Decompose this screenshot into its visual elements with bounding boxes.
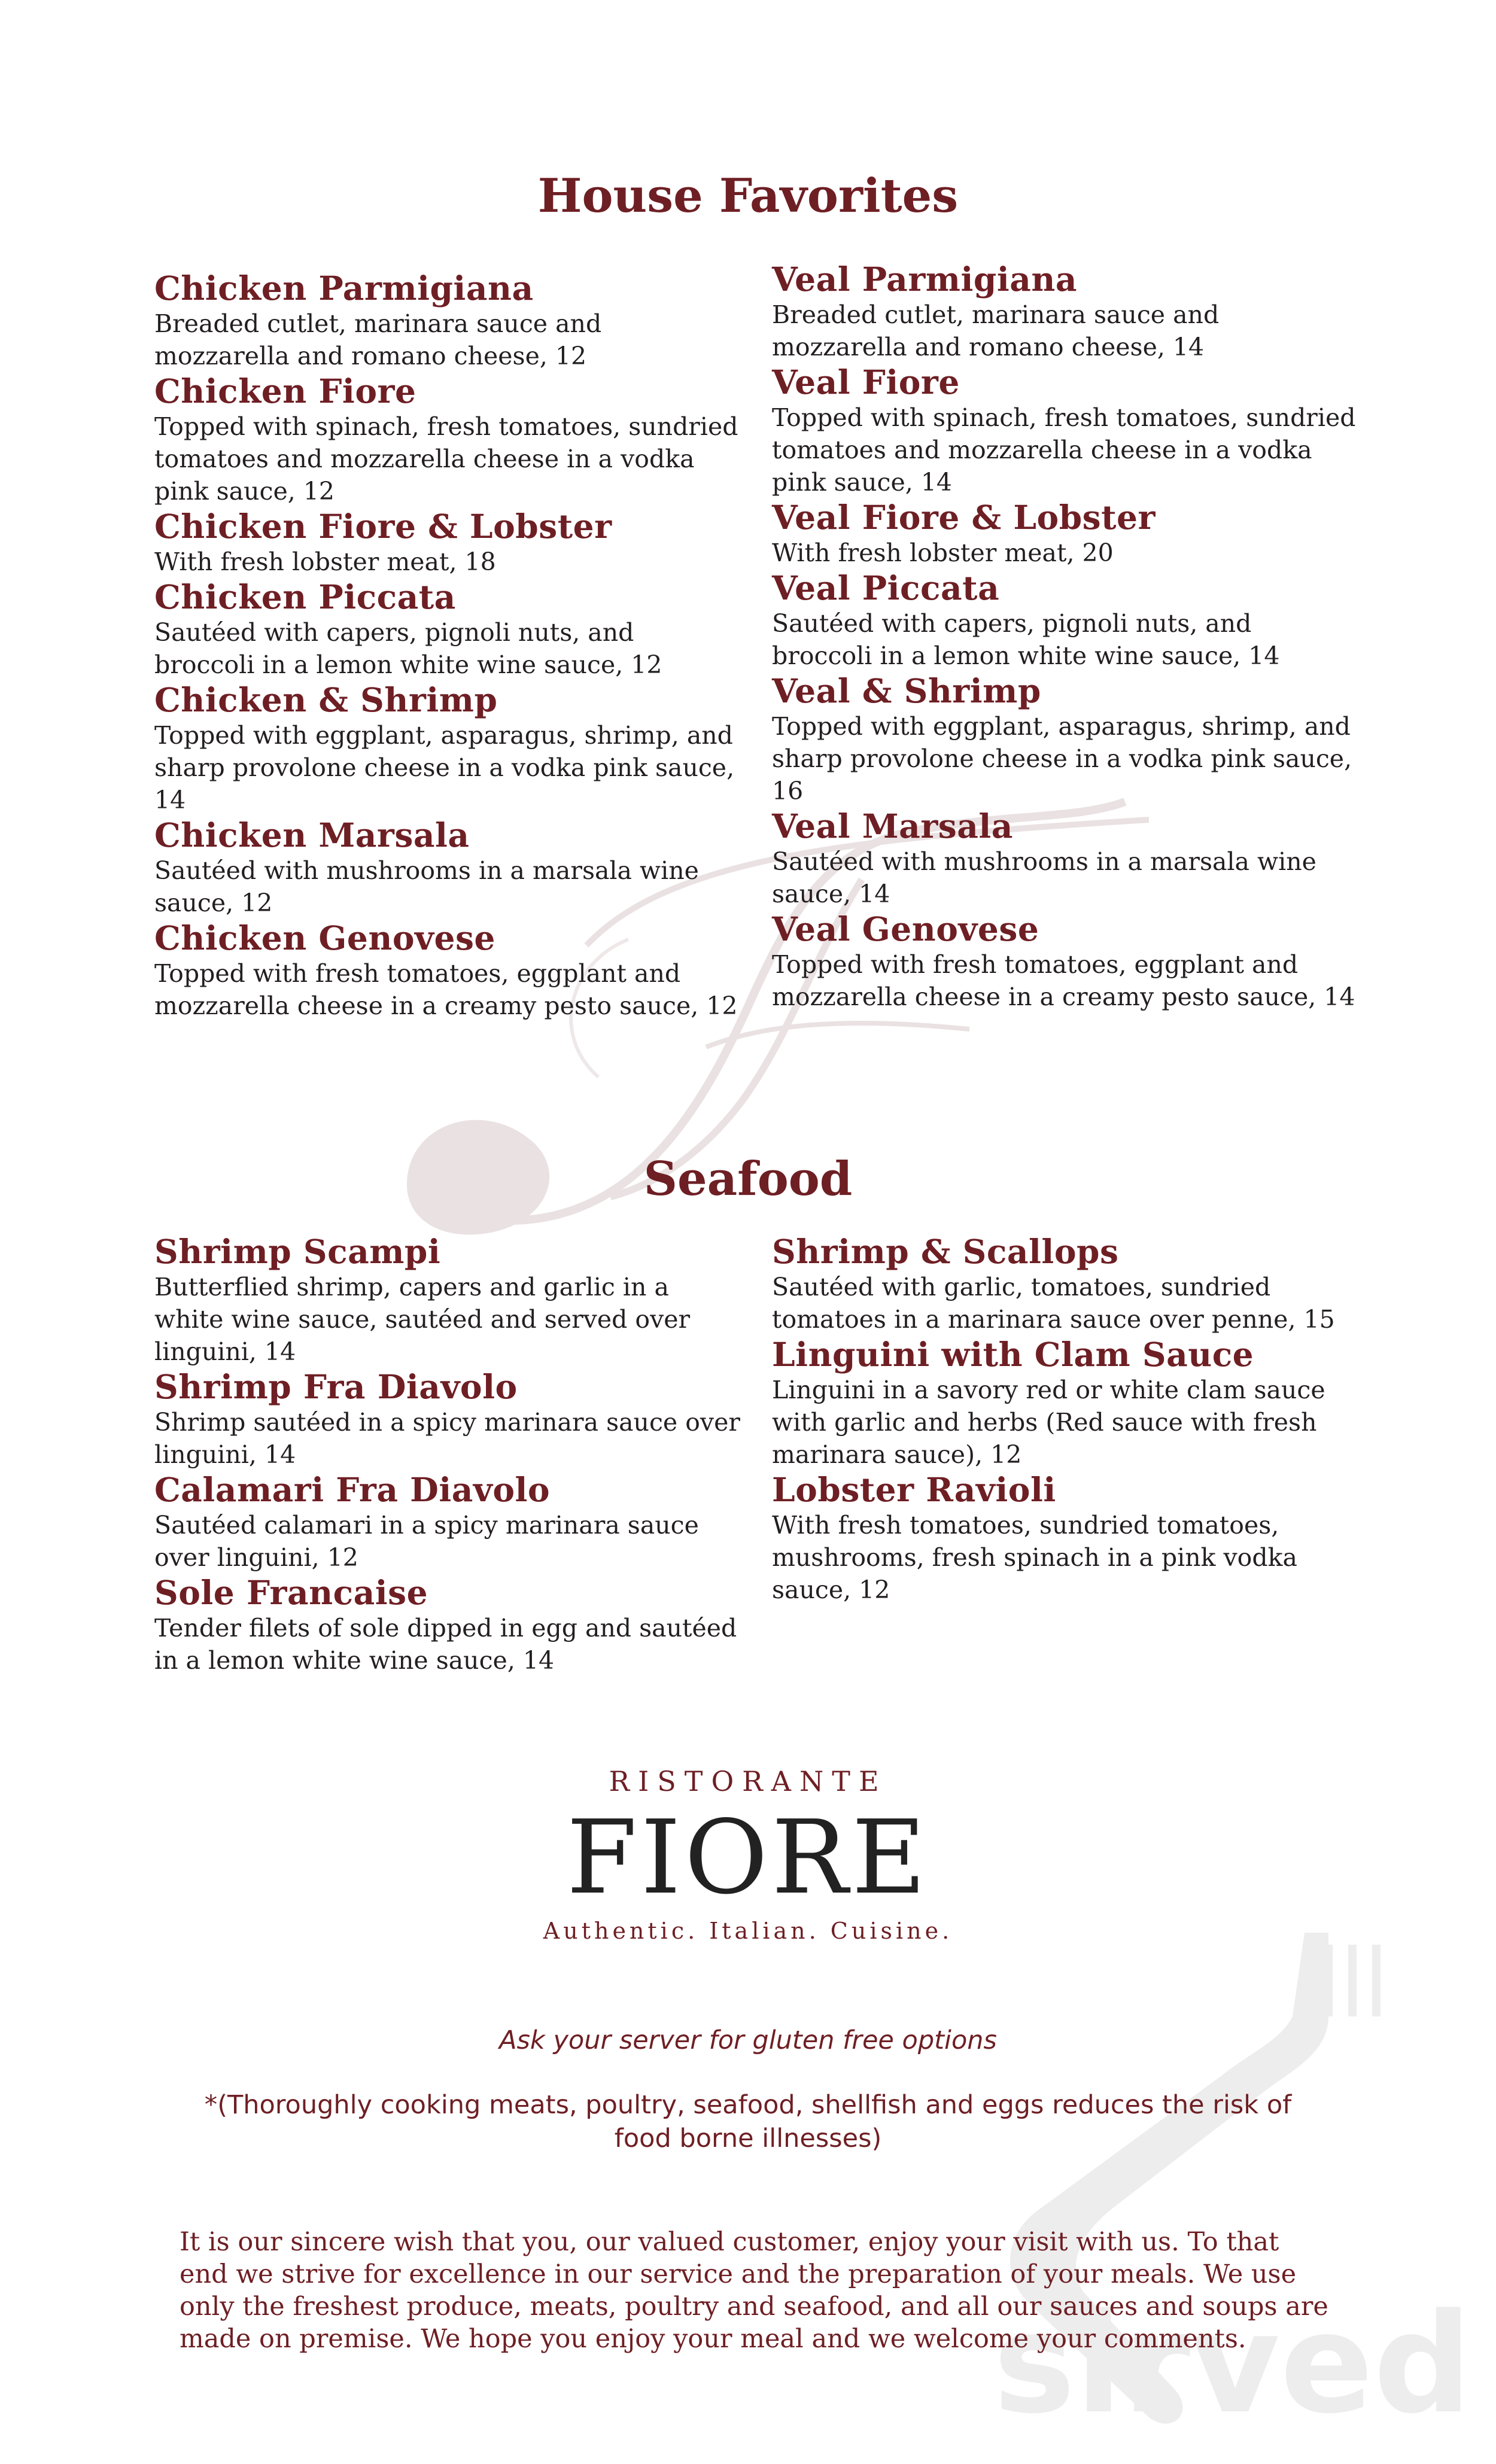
menu-item bbox=[772, 1336, 1358, 1471]
menu-item-name: Veal Genovese bbox=[772, 909, 1039, 948]
menu-item bbox=[154, 1574, 741, 1677]
menu-item bbox=[154, 919, 741, 1022]
menu-item-description: Tender filets of sole dipped in egg and sautéed in a lemon white wine sauce, 14 bbox=[154, 1614, 737, 1675]
menu-item-name: Lobster Ravioli bbox=[772, 1470, 1056, 1509]
menu-item-name: Chicken Genovese bbox=[154, 918, 495, 957]
menu-item bbox=[154, 372, 741, 507]
menu-item-description: Topped with spinach, fresh tomatoes, sundried tomatoes and mozzarella cheese in a vodka pink sauce, 14 bbox=[772, 403, 1356, 497]
menu-item bbox=[154, 578, 741, 681]
menu-item bbox=[772, 569, 1358, 672]
menu-item-name: Chicken Parmigiana bbox=[154, 269, 534, 308]
menu-item-description: Topped with spinach, fresh tomatoes, sundried tomatoes and mozzarella cheese in a vodka pink sauce, 12 bbox=[154, 412, 738, 506]
menu-item-description: With fresh lobster meat, 20 bbox=[772, 539, 1114, 567]
menu-item-name: Chicken & Shrimp bbox=[154, 680, 498, 719]
menu-item-description: Sautéed with capers, pignoli nuts, and broccoli in a lemon white wine sauce, 14 bbox=[772, 609, 1280, 670]
logo-fiore-wordmark: FIORE bbox=[566, 1799, 930, 1917]
food-safety-warning: *(Thoroughly cooking meats, poultry, seafood, shellfish and eggs reduces the risk of food borne illnesses) bbox=[204, 2090, 1292, 2153]
menu-item-description: Sautéed with capers, pignoli nuts, and broccoli in a lemon white wine sauce, 12 bbox=[154, 618, 662, 679]
menu-item-description: Topped with fresh tomatoes, eggplant and mozzarella cheese in a creamy pesto sauce, 12 bbox=[154, 959, 738, 1020]
menu-item-description: Topped with fresh tomatoes, eggplant and mozzarella cheese in a creamy pesto sauce, 14 bbox=[772, 950, 1355, 1011]
menu-item bbox=[772, 260, 1358, 363]
menu-item-description: With fresh tomatoes, sundried tomatoes, mushrooms, fresh spinach in a pink vodka sauce, 12 bbox=[772, 1511, 1297, 1604]
logo-ristorante-text: RISTORANTE bbox=[609, 1765, 887, 1797]
menu-item bbox=[154, 816, 741, 919]
menu-item-name: Chicken Piccata bbox=[154, 577, 456, 616]
gluten-free-note: Ask your server for gluten free options bbox=[499, 2025, 997, 2055]
menu-item bbox=[772, 1471, 1358, 1606]
menu-item bbox=[772, 363, 1358, 498]
menu-item bbox=[772, 672, 1358, 807]
closing-message: It is our sincere wish that you, our valued customer, enjoy your visit with us. To that end we strive for excellence in our service and the preparation of your meals. We use only the freshest produce, meats, poultry and seafood, and all our sauces and soups are made on premise. We hope you enjoy your meal and we welcome your comments. bbox=[180, 2227, 1328, 2354]
menu-item-description: Sautéed with mushrooms in a marsala wine sauce, 14 bbox=[772, 847, 1316, 908]
menu-item-name: Sole Francaise bbox=[154, 1573, 428, 1612]
menu-item-name: Linguini with Clam Sauce bbox=[772, 1335, 1254, 1374]
menu-item-name: Veal Fiore bbox=[772, 363, 960, 401]
menu-item bbox=[772, 498, 1358, 569]
menu-item bbox=[154, 1471, 741, 1574]
menu-item-description: Topped with eggplant, asparagus, shrimp, and sharp provolone cheese in a vodka pink sauce, 16 bbox=[772, 712, 1352, 805]
menu-item-name: Chicken Fiore bbox=[154, 372, 416, 410]
menu-item-name: Shrimp Fra Diavolo bbox=[154, 1367, 518, 1406]
menu-item bbox=[154, 1233, 741, 1368]
menu-item-description: Sautéed with mushrooms in a marsala wine sauce, 12 bbox=[154, 856, 699, 917]
menu-item-name: Chicken Marsala bbox=[154, 816, 470, 854]
menu-item bbox=[154, 269, 741, 372]
menu-item bbox=[772, 910, 1358, 1013]
menu-item-description: Breaded cutlet, marinara sauce and mozzarella and romano cheese, 12 bbox=[154, 309, 602, 370]
seafood-left-column bbox=[154, 1233, 741, 1677]
menu-item-description: Topped with eggplant, asparagus, shrimp, and sharp provolone cheese in a vodka pink sauce, 14 bbox=[154, 721, 735, 814]
menu-item-name: Shrimp Scampi bbox=[154, 1232, 441, 1271]
menu-item bbox=[154, 1368, 741, 1471]
logo-tagline: Authentic. Italian. Cuisine. bbox=[543, 1918, 953, 1944]
menu-item-name: Veal Marsala bbox=[772, 807, 1013, 845]
menu-item-name: Chicken Fiore & Lobster bbox=[154, 507, 612, 546]
seafood-right-column bbox=[772, 1233, 1358, 1606]
menu-item-description: Sautéed with garlic, tomatoes, sundried tomatoes in a marinara sauce over penne, 15 bbox=[772, 1273, 1335, 1334]
menu-item-name: Shrimp & Scallops bbox=[772, 1232, 1119, 1271]
section-title-house-favorites: House Favorites bbox=[537, 169, 959, 223]
menu-item-description: Butterflied shrimp, capers and garlic in a white wine sauce, sautéed and served over linguini, 14 bbox=[154, 1273, 691, 1366]
menu-item bbox=[154, 681, 741, 816]
menu-item-name: Veal Piccata bbox=[772, 568, 1000, 607]
menu-item bbox=[154, 507, 741, 578]
menu-item-description: With fresh lobster meat, 18 bbox=[154, 547, 496, 576]
menu-item bbox=[772, 807, 1358, 910]
house-favorites-right-column bbox=[772, 260, 1358, 1013]
menu-item-description: Linguini in a savory red or white clam sauce with garlic and herbs (Red sauce with fresh marinara sauce), 12 bbox=[772, 1376, 1325, 1469]
menu-item-description: Shrimp sautéed in a spicy marinara sauce over linguini, 14 bbox=[154, 1408, 740, 1469]
menu-item-name: Veal & Shrimp bbox=[772, 671, 1041, 710]
section-title-seafood: Seafood bbox=[643, 1152, 853, 1206]
menu-item-description: Breaded cutlet, marinara sauce and mozzarella and romano cheese, 14 bbox=[772, 300, 1220, 361]
menu-item-name: Veal Parmigiana bbox=[772, 260, 1077, 299]
house-favorites-left-column bbox=[154, 269, 741, 1022]
menu-item-name: Calamari Fra Diavolo bbox=[154, 1470, 551, 1509]
sirved-watermark-text: sirved bbox=[993, 2284, 1472, 2435]
menu-item bbox=[772, 1233, 1358, 1336]
menu-item-description: Sautéed calamari in a spicy marinara sauce over linguini, 12 bbox=[154, 1511, 699, 1572]
menu-item-name: Veal Fiore & Lobster bbox=[772, 498, 1156, 537]
